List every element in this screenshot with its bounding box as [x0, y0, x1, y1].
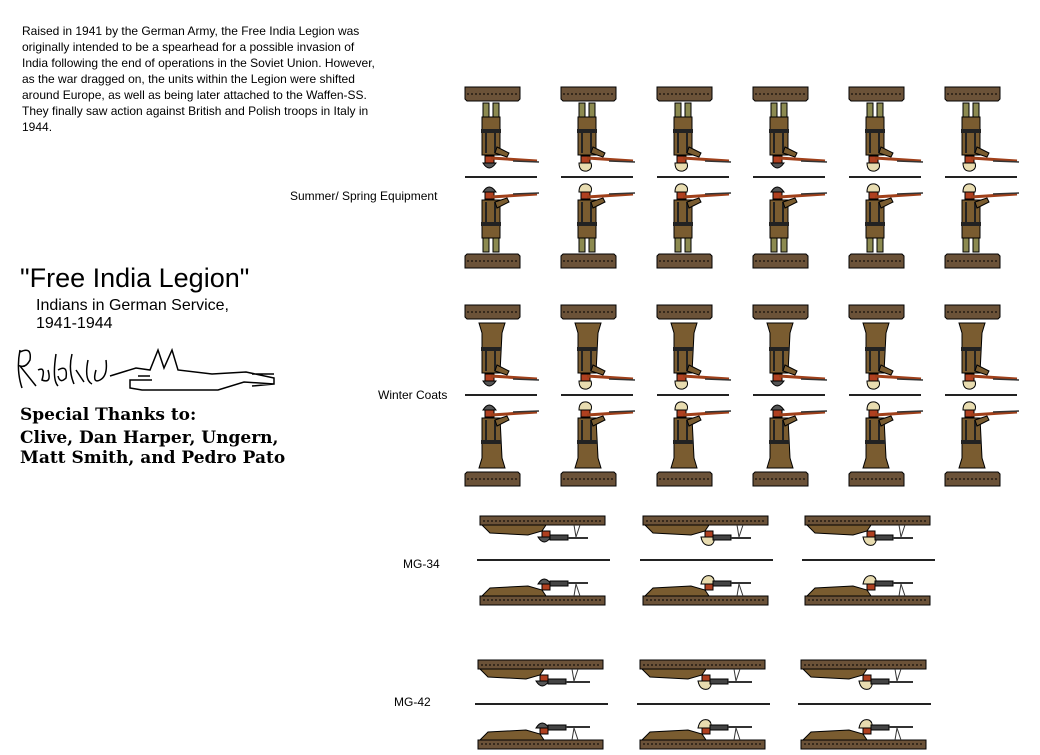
summer-fold-line-6 [945, 176, 1017, 178]
signature-logo [12, 340, 280, 398]
subtitle-line-1: Indians in German Service, [36, 297, 229, 314]
summer-figure-4-front [753, 180, 828, 268]
summer-figure-3-front [657, 180, 732, 268]
mg34-fold-line-2 [640, 559, 773, 561]
summer-figure-2-front [561, 180, 636, 268]
winter-figure-5-front [849, 398, 924, 486]
winter-figure-4-front [753, 398, 828, 486]
intro-paragraph: Raised in 1941 by the German Army, the Free India Legion was originally intended to be a spearhead for a possible invasion of India following the end of operations in the Soviet Union. However, as the war dragged on, the units within the Legion were shifted around Europe, as well as being later attached to the Waffen-SS. They finally saw action against British and Polish troops in Italy in 1944. [22, 24, 375, 134]
summer-figure-5-back [849, 87, 924, 175]
winter-figure-3-front [657, 398, 732, 486]
winter-figure-4-back [753, 305, 828, 393]
winter-fold-line-2 [561, 394, 633, 396]
mg42-fold-line-2 [637, 703, 770, 705]
winter-figure-6-front [945, 398, 1020, 486]
mg34-fold-line-1 [477, 559, 610, 561]
winter-figure-2-front [561, 398, 636, 486]
winter-figure-3-back [657, 305, 732, 393]
summer-fold-line-1 [465, 176, 537, 178]
mg34-figure-1-back [480, 516, 605, 557]
summer-figure-4-back [753, 87, 828, 175]
mg34-figure-3-front [805, 564, 930, 605]
winter-fold-line-5 [849, 394, 921, 396]
mg34-figure-2-back [643, 516, 768, 557]
mg42-figure-3-front [801, 708, 926, 749]
winter-fold-line-3 [657, 394, 729, 396]
section-label-mg42: MG-42 [394, 695, 431, 709]
summer-fold-line-5 [849, 176, 921, 178]
winter-figure-6-back [945, 305, 1020, 393]
winter-fold-line-6 [945, 394, 1017, 396]
thanks-line-1: Clive, Dan Harper, Ungern, [20, 428, 279, 448]
mg42-figure-2-front [640, 708, 765, 749]
section-label-mg34: MG-34 [403, 557, 440, 571]
winter-figure-1-front [465, 398, 540, 486]
winter-figure-1-back [465, 305, 540, 393]
winter-fold-line-4 [753, 394, 825, 396]
mg34-fold-line-3 [802, 559, 935, 561]
mg34-figure-3-back [805, 516, 930, 557]
summer-figure-6-front [945, 180, 1020, 268]
winter-fold-line-1 [465, 394, 537, 396]
summer-figure-5-front [849, 180, 924, 268]
summer-figure-6-back [945, 87, 1020, 175]
summer-fold-line-4 [753, 176, 825, 178]
winter-figure-5-back [849, 305, 924, 393]
mg42-fold-line-1 [475, 703, 608, 705]
section-label-winter: Winter Coats [378, 388, 448, 402]
mg34-figure-1-front [480, 564, 605, 605]
summer-figure-1-front [465, 180, 540, 268]
mg42-fold-line-3 [798, 703, 931, 705]
thanks-heading: Special Thanks to: [20, 405, 197, 425]
summer-figure-2-back [561, 87, 636, 175]
winter-figure-2-back [561, 305, 636, 393]
mg34-figure-2-front [643, 564, 768, 605]
summer-fold-line-2 [561, 176, 633, 178]
subtitle-line-2: 1941-1944 [36, 315, 113, 332]
summer-fold-line-3 [657, 176, 729, 178]
mg42-figure-3-back [801, 660, 926, 701]
thanks-line-2: Matt Smith, and Pedro Pato [20, 448, 286, 468]
mg42-figure-1-back [478, 660, 603, 701]
mg42-figure-2-back [640, 660, 765, 701]
summer-figure-1-back [465, 87, 540, 175]
mg42-figure-1-front [478, 708, 603, 749]
page-title: "Free India Legion" [20, 263, 250, 293]
section-label-summer: Summer/ Spring Equipment [290, 189, 438, 203]
summer-figure-3-back [657, 87, 732, 175]
